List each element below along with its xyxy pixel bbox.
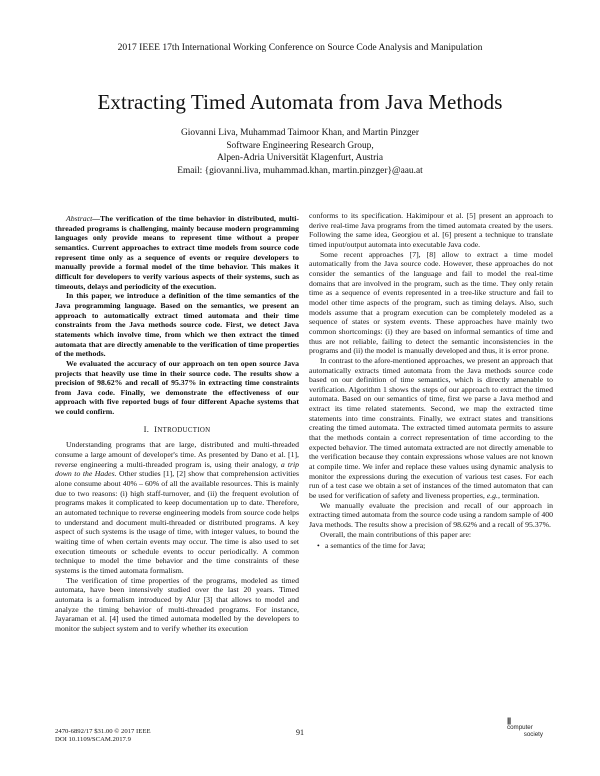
- affiliation-group: Software Engineering Research Group,: [226, 140, 374, 151]
- computer-society-logo: [507, 719, 547, 738]
- abstract: [55, 214, 299, 417]
- list-item: • a semantics of the time for Java;: [325, 541, 553, 551]
- abstract-label: Abstract: [66, 214, 93, 223]
- left-column: [55, 214, 299, 634]
- logo-word-computer: computer: [507, 724, 533, 732]
- logo-word-society: society: [523, 730, 543, 738]
- author-block: [0, 127, 600, 177]
- logo-mark-icon: ||||: [507, 718, 511, 725]
- right-column: [309, 211, 553, 551]
- abstract-paragraph-1: Abstract—The verification of the time behavior in distributed, multi-threaded programs is challenging, mainly because modern programming languages only provide means to represent time without a proper semantics. Current approaches to extract time models from source code represent time only as a sequence of events or require developers to manually provide a formal model of the time behavior. This makes it difficult for developers to verify various aspects of their systems, such as timeouts, delays and periodicity of the execution.: [55, 214, 299, 291]
- paper-title: Extracting Timed Automata from Java Methods: [97, 90, 503, 114]
- intro-paragraph-5: In contrast to the afore-mentioned approaches, we present an approach that automatically extracts timed automata from the Java methods source code based on our definition of time semantics, which is directly amenable to verification. Algorithm 1 shows the steps of our approach to extract the timed automata. Based on our semantics of time, first we parse a Java method and extract its time related statements. Second, we map the extracted time statements into time constraints. Finally, we extract states and transitions creating the timed automata. The extracted timed automata permits to assure that the methods contain a correct representation of time according to the expected behavior. The timed automata extracted are not directly amenable to the verification because they contain expressions whose values are not known at compile time. We infer and replace these values using dynamic analysis to monitor the expressions during the execution of various test cases. For each run of a test case we obtain a set of instances of the timed automaton that can be used for verification of safety and liveness properties, e.g., termination.: [309, 355, 553, 501]
- contributions-list: [309, 541, 553, 551]
- footer-doi: DOI 10.1109/SCAM.2017.9: [55, 736, 131, 744]
- intro-paragraph-3: conforms to its specification. Hakimipour et al. [5] present an approach to derive real-time Java programs from the timed automata created by the users. Following the same idea, Georgiou et al. [6] present a technique to translate timed input/output automata into executable Java code.: [309, 211, 553, 249]
- intro-paragraph-1: Understanding programs that are large, distributed and multi-threaded consume a large amount of developer's time. As presented by Dano et al. [1], reverse engineering a multi-threaded program is, using their analogy, a trip down to the Hades. Other studies [1], [2] show that comprehension activities alone consume about 40% – 60% of all the available resources. This is mainly due to two reasons: (i) high staff-turnover, and (ii) the frequent evolution of programs makes it complicated to keep documentation up to date. Therefore, an automated technique to reverse engineering models from source code helps to understand and document multi-threaded or distributed programs. A key aspect of such systems is the usage of time, with integer values, to bound the waiting time of when certain events may occur. The time is also used to set execution timeouts or schedule events to occur periodically. A common technique to model the time behavior and the time constraints of these systems is the timed automata formalism.: [55, 440, 300, 575]
- footer-issn: 2470-6892/17 $31.00 © 2017 IEEE: [55, 728, 151, 735]
- affiliation-university: Alpen-Adria Universität Klagenfurt, Austria: [216, 153, 384, 164]
- author-email: Email: {giovanni.liva, muhammad.khan, martin.pinzger}@aau.at: [177, 165, 423, 176]
- abstract-paragraph-2: In this paper, we introduce a definition of the time semantics of the Java programming language. Based on the semantics, we present an approach to automatically extract timed automata and their time constraints from the Java methods source code. First, we detect Java statements which involve time, from which we then extract the timed automata that are directly amenable to the verification of time properties of the methods.: [55, 291, 299, 359]
- section-heading-introduction: I. INTRODUCTION: [143, 423, 211, 434]
- intro-paragraph-6: We manually evaluate the precision and recall of our approach in extracting timed automata from the source code using a random sample of 400 Java methods. The results show a precision of 98.62% and a recall of 95.37%.: [309, 500, 553, 529]
- intro-paragraph-4: Some recent approaches [7], [8] allow to extract a time model automatically from the Java source code. However, these approaches do not consider the semantics of the language and fail to model the real-time domains that are involved in the program, such as the time. They only retain time as a sequence of events represented in a tree-like structure and fail to model other time aspects of the program, such as timing delays. Also, such models assume that a program execution can be completely modeled as a sequence of states or system events. These approaches have mainly two common shortcomings: (i) they are based on informal semantics of time and thus are not reliable, failing to detect the semantic inconsistencies in the programs and (ii) the model is manually developed and thus, it is error prone.: [309, 249, 553, 356]
- intro-paragraph-7: Overall, the main contributions of this paper are:: [320, 529, 472, 539]
- authors-line: Giovanni Liva, Muhammad Taimoor Khan, and Martin Pinzger: [181, 128, 419, 138]
- conference-header: 2017 IEEE 17th International Working Conference on Source Code Analysis and Manipulation: [117, 42, 483, 53]
- intro-paragraph-2: The verification of time properties of the programs, modeled as timed automata, have been intensively studied over the last 20 years. Timed automata is a formalism introduced by Alur [3] that allows to model and analyze the timing behavior of multi-threaded programs. For instance, Jayaraman et al. [4] used the timed automata modelled by the developers to monitor the subject system and to verify whether its execution: [55, 575, 299, 633]
- page-number: 91: [296, 728, 304, 737]
- abstract-paragraph-3: We evaluated the accuracy of our approach on ten open source Java projects that heavily use time in their source code. The results show a precision of 98.62% and recall of 95.37% in extracting time constraints from Java code. Finally, we demonstrate the effectiveness of our approach with five reported bugs of four different Apache systems that we could confirm.: [55, 358, 299, 417]
